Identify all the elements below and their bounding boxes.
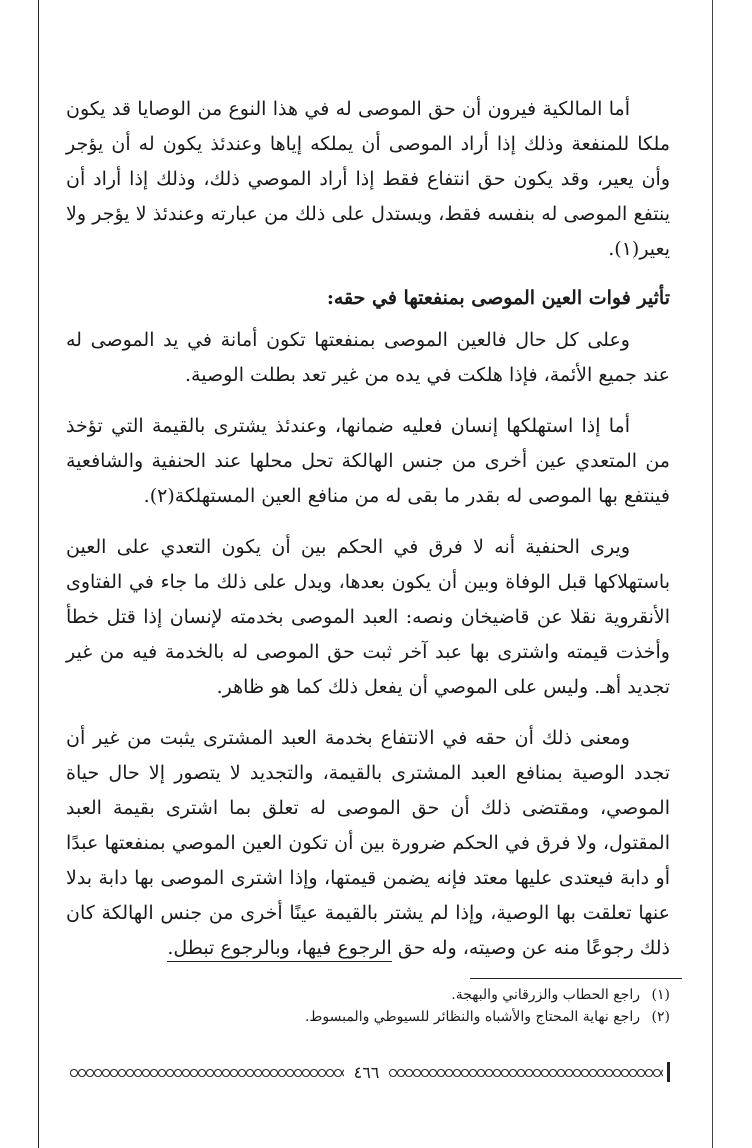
footnote-number: (٢) [651, 1009, 670, 1025]
footnotes [66, 984, 670, 1028]
paragraph-meaning-last-line: الرجوع فيها، وبالرجوع تبطل. [167, 937, 392, 962]
section-heading: تأثير فوات العين الموصى بمنفعتها في حقه: [326, 287, 670, 309]
paragraph-trust-in-hand: وعلى كل حال فالعين الموصى بمنفعتها تكون أمانة في يد الموصى له عند جميع الأئمة، فإذا هلكت في يده من غير تعد بطلت الوصية. [66, 329, 670, 386]
paragraph-hanafi-view: ويرى الحنفية أنه لا فرق في الحكم بين أن يكون التعدي على العين باستهلاكها قبل الوفاة وبين أن يكون بعدها، ويدل على ذلك ما جاء في الفتاوى الأنقروية نقلا عن قاضيخان ونصه: العبد الموصى بخدمته لإنسان إذا قتل خطأ وأخذت قيمته واشترى بها عبد آخر ثبت حق الموصى له بالخدمة فيه من غير تجديد أهـ. وليس على الموصي أن يفعل ذلك كما هو ظاهر. [66, 536, 670, 698]
page-footer [70, 1060, 670, 1084]
page-left-edge [38, 0, 39, 1148]
footnote-1 [66, 984, 670, 1006]
footer-ornament-left [70, 1065, 344, 1079]
footer-ornament-right [389, 1065, 663, 1079]
paragraph-meaning-text: ومعنى ذلك أن حقه في الانتفاع بخدمة العبد المشترى يثبت من غير أن تجدد الوصية بمنافع العبد المشترى بالقيمة، والتجديد لا يتصور إلا حال حياة الموصي، ومقتضى ذلك أن حق الموصى له تعلق بما اشترى بقيمة العبد المقتول، ولا فرق في الحكم ضرورة بين أن تكون العين الموصي بمنفعتها عبدًا أو دابة فيعتدى عليها معتد فإنه يضمن قيمتها، وإذا اشترى الموصى بها دابة بدلا عنها تعلقت بها الوصية، وإذا لم يشتر بالقيمة عينًا أخرى من جنس الهالكة كان ذلك رجوعًا منه عن وصيته، وله حق [66, 727, 670, 959]
paragraph-meaning [66, 721, 670, 966]
footnote-text: راجع الحطاب والزرقاني والبهجة. [451, 987, 640, 1003]
footnote-number: (١) [651, 987, 670, 1003]
paragraph-consumption-liability: أما إذا استهلكها إنسان فعليه ضمانها، وعندئذ يشترى بالقيمة التي تؤخذ من المتعدي عين أخرى من جنس الهالكة تحل محلها عند الحنفية والشافعية فينتفع بها الموصى له بقدر ما بقى له من منافع العين المستهلكة(٢). [66, 415, 670, 507]
footnote-2 [66, 1006, 670, 1028]
footnote-text: راجع نهاية المحتاج والأشباه والنظائر للسيوطي والمبسوط. [304, 1009, 640, 1025]
paragraph-maliki-view: أما المالكية فيرون أن حق الموصى له في هذا النوع من الوصايا قد يكون ملكا للمنفعة وذلك إذا أراد الموصى أن يملكه إياها وعندئذ يكون له أن يؤجر وأن يعير، وقد يكون حق انتفاع فقط إذا أراد الموصي ذلك، وذلك إذا أراد أن ينتفع الموصى له بنفسه فقط، ويستدل على ذلك من عبارته وعندئذ لا يؤجر ولا يعير(١). [66, 98, 670, 260]
page-number: ٤٦٦ [353, 1062, 380, 1082]
page-right-edge [712, 0, 713, 1148]
footer-end-mark [667, 1062, 670, 1082]
footnote-separator [470, 978, 682, 979]
page-body [66, 92, 670, 982]
